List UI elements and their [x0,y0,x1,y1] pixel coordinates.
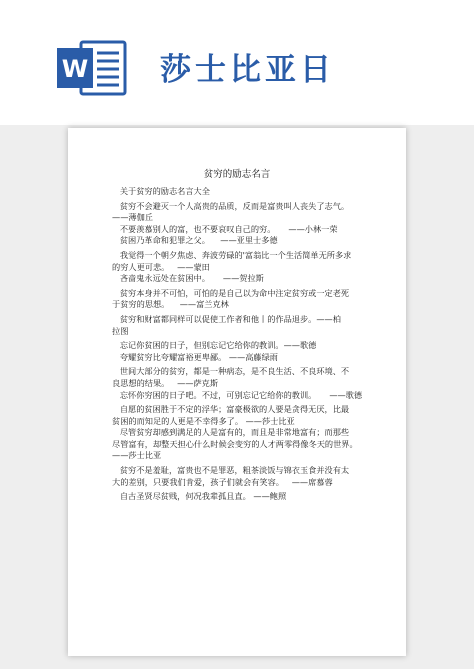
text-line: 我觉得一个朝夕焦虑、奔波劳碌的'富翁比一个生活简单无所多求 [112,249,352,260]
text-line: 贫穷不会避灭一个人高贵的品质，反而是富贵叫人丧失了志气。 [112,200,350,211]
logo-letter: W [61,55,89,83]
text-line: 自古圣贤尽贫贱，何况我辈孤且直。 ——鲍照 [112,491,287,502]
text-line: ——薄伽丘 [112,212,153,223]
text-line: 尽管富有，却整天担心什么时候会变穷的人才两零得像冬天的世界。 [112,438,358,449]
text-line: 贫穷和财富都同样可以促使工作者和他丨的作品退步。——柏 [112,313,341,324]
text-line: 自愿的贫困胜于不定的浮华；富豪极欲的人要是贪得无厌，比最 [112,404,350,415]
text-line: 大的差别，只要我们肯爱，孩子们就会有笑容。 ——席慕蓉 [112,476,333,487]
text-line: 吝啬鬼永远处在贫困中。 ——贺拉斯 [112,273,264,284]
text-line: 于贫穷的思想。 ——富兰克林 [112,299,229,310]
header-banner [0,0,474,125]
text-line: 夸耀贫穷比夸耀富裕更卑鄙。 ——高藤绿雨 [112,351,278,362]
text-line: 良思想的结果。 ——萨克斯 [112,377,219,388]
document-body [112,186,394,503]
document-page [68,128,406,656]
text-line: 忘记你贫困的日子，但别忘记它给你的教训。——歌德 [112,340,317,351]
header-title: 莎士比亚日 [160,52,335,88]
text-line: 的穷人更可悲。 ——蒙田 [112,261,210,272]
text-line: 关于贫穷的励志名言大全 [112,186,210,196]
text-line: 尽管贫穷却感到满足的人是富有的，而且是非常地富有；而那些 [112,427,350,438]
text-line: 不要羡慕别人的富，也不要哀叹自己的穷。 ——小林一荣 [112,223,338,234]
text-line: 世间大部分的贫穷，都是一种病态，是不良生活、不良环境、不 [112,366,350,377]
text-line: 拉图 [112,325,129,336]
document-title: 贫穷的励志名言 [203,169,271,180]
text-line: 贫穷本身并不可怕，可怕的是自己以为命中注定贫穷或一定老死 [112,287,350,298]
text-line: 忘怀你穷困的日子吧。不过，可别忘记它给你的教训。 ——歌德 [112,389,363,400]
word-document-icon [57,40,127,96]
text-line: ——莎士比亚 [112,450,162,461]
text-line: 贫困的而知足的人更是不幸得多了。 ——莎士比亚 [112,415,295,426]
text-line: 贫穷不是羞耻，富贵也不是罪恶，粗茶淡饭与锦衣玉食并没有太 [112,465,350,476]
text-line: 贫困乃革命和犯罪之父。 ——亚里士多德 [112,235,278,246]
